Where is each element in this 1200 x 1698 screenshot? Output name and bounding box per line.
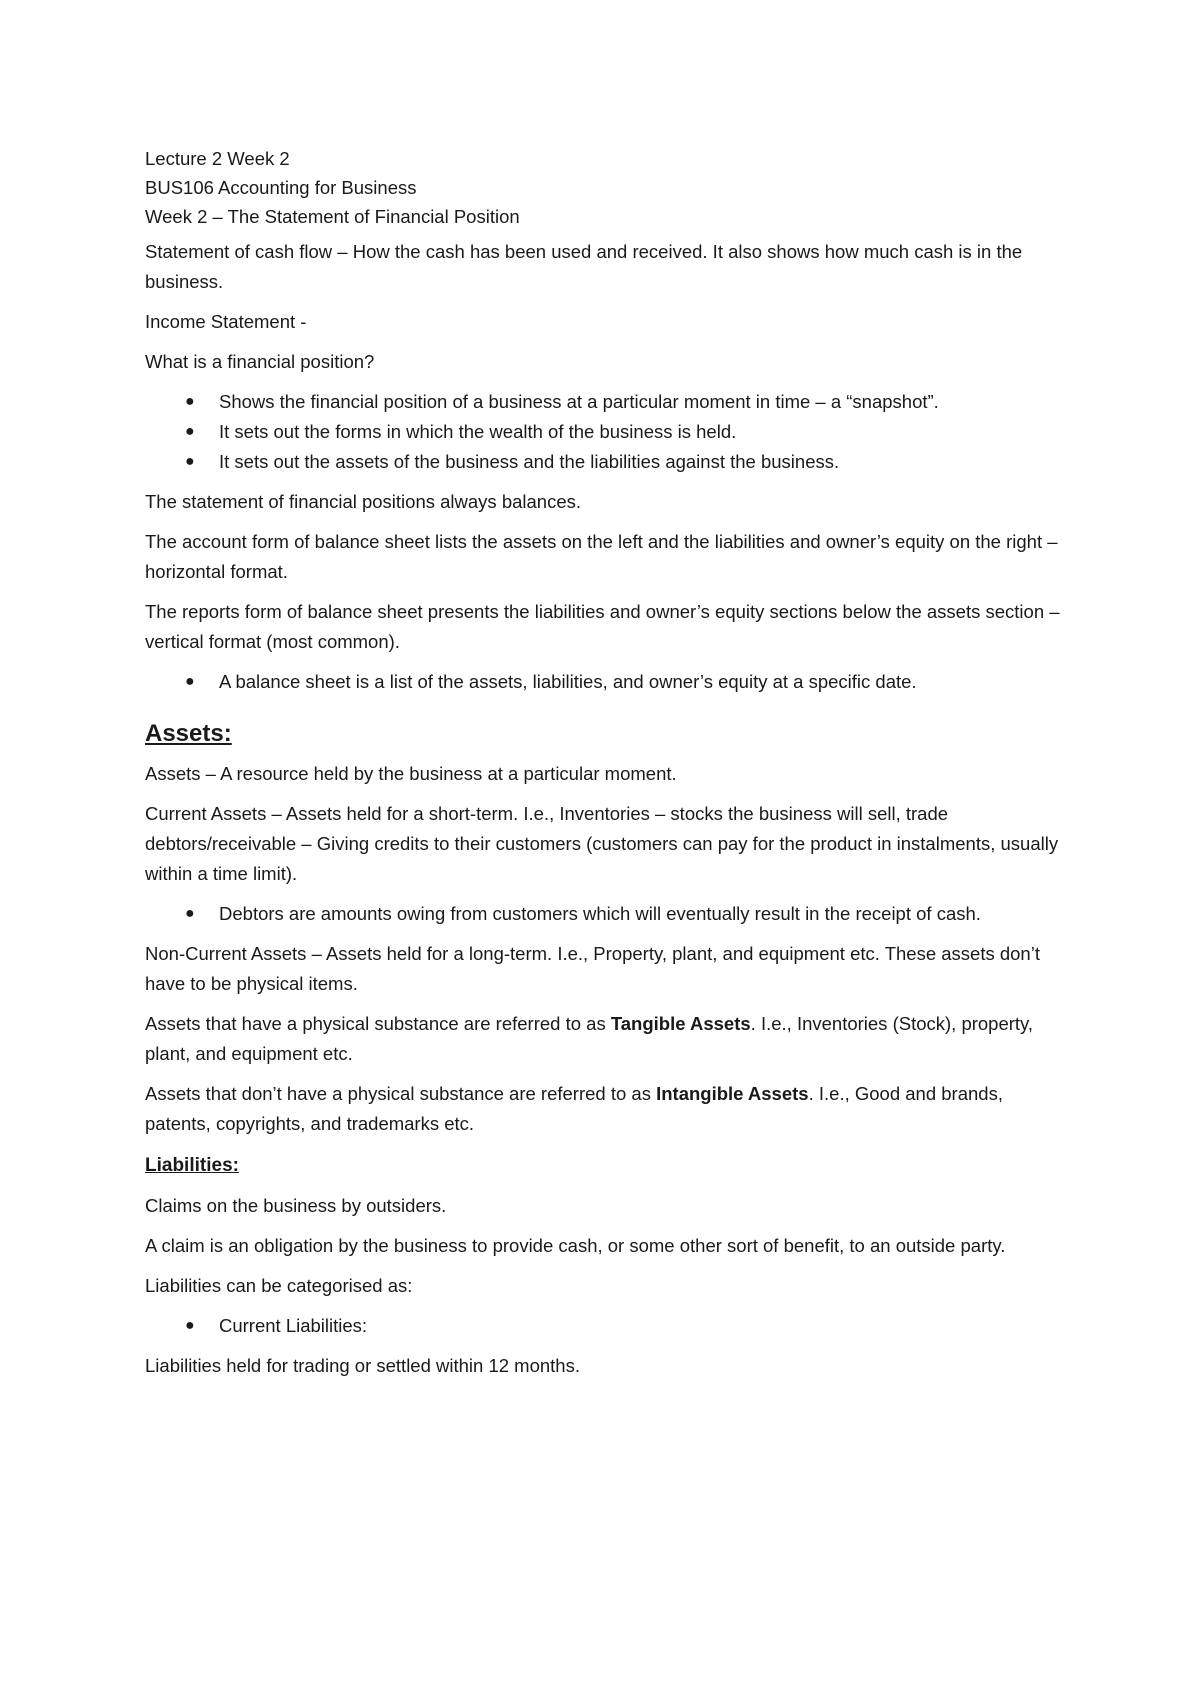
- lecture-week-line: Lecture 2 Week 2: [145, 148, 290, 169]
- tangible-assets-paragraph: Assets that have a physical substance are referred to as Tangible Assets. I.e., Inventories (Stock), property, plant, and equipment etc.: [145, 1013, 1034, 1064]
- topic-title-line: Week 2 – The Statement of Financial Position: [145, 206, 520, 227]
- bullet-icon: ●: [185, 423, 195, 440]
- balances-paragraph: The statement of financial positions always balances.: [145, 491, 582, 512]
- bullet-icon: ●: [185, 393, 195, 410]
- categorised-paragraph: Liabilities can be categorised as:: [145, 1275, 413, 1296]
- list-item: ● Current Liabilities:: [145, 1311, 1070, 1341]
- assets-heading: Assets:: [145, 720, 232, 747]
- list-item: ● It sets out the forms in which the wealth of the business is held.: [145, 417, 1070, 447]
- liabilities-heading: Liabilities:: [145, 1155, 239, 1176]
- liabilities-held-paragraph: Liabilities held for trading or settled within 12 months.: [145, 1355, 580, 1376]
- document-page: [145, 144, 1070, 1381]
- cash-flow-paragraph: Statement of cash flow – How the cash has been used and received. It also shows how much cash is in the business.: [145, 241, 1023, 292]
- non-current-assets-paragraph: Non-Current Assets – Assets held for a long-term. I.e., Property, plant, and equipment etc. These assets don’t have to be physical items.: [145, 943, 1040, 994]
- claim-definition-paragraph: A claim is an obligation by the business to provide cash, or some other sort of benefit, to an outside party.: [145, 1235, 1006, 1256]
- balance-sheet-bullet-list: [145, 667, 1070, 697]
- list-item: ● It sets out the assets of the business and the liabilities against the business.: [145, 447, 1070, 477]
- bullet-icon: ●: [185, 905, 195, 922]
- income-statement-paragraph: Income Statement -: [145, 311, 307, 332]
- current-assets-paragraph: Current Assets – Assets held for a short-term. I.e., Inventories – stocks the business will sell, trade debtors/receivable – Giving credits to their customers (customers can pay for the product in instalments, usually within a time limit).: [145, 803, 1059, 884]
- intangible-assets-term: Intangible Assets: [656, 1083, 809, 1104]
- course-title-line: BUS106 Accounting for Business: [145, 177, 417, 198]
- liabilities-bullet-list: [145, 1311, 1070, 1341]
- account-form-paragraph: The account form of balance sheet lists the assets on the left and the liabilities and owner’s equity on the right – horizontal format.: [145, 531, 1058, 582]
- list-item: ● A balance sheet is a list of the assets, liabilities, and owner’s equity at a specific date.: [145, 667, 1070, 697]
- assets-definition-paragraph: Assets – A resource held by the business at a particular moment.: [145, 763, 677, 784]
- financial-position-bullet-list: [145, 387, 1070, 477]
- intangible-assets-paragraph: Assets that don’t have a physical substance are referred to as Intangible Assets. I.e., Good and brands, patents, copyrights, and trademarks etc.: [145, 1083, 1003, 1134]
- bullet-icon: ●: [185, 1317, 195, 1334]
- bullet-icon: ●: [185, 453, 195, 470]
- financial-position-question: What is a financial position?: [145, 351, 375, 372]
- bullet-icon: ●: [185, 673, 195, 690]
- tangible-assets-term: Tangible Assets: [610, 1013, 751, 1034]
- report-form-paragraph: The reports form of balance sheet presents the liabilities and owner’s equity sections below the assets section – vertical format (most common).: [145, 601, 1060, 652]
- debtors-bullet-list: [145, 899, 1070, 929]
- list-item: ● Debtors are amounts owing from customers which will eventually result in the receipt of cash.: [145, 899, 1070, 929]
- list-item: ● Shows the financial position of a business at a particular moment in time – a “snapshot”.: [145, 387, 1070, 417]
- document-header: [145, 144, 1070, 231]
- claims-paragraph: Claims on the business by outsiders.: [145, 1195, 447, 1216]
